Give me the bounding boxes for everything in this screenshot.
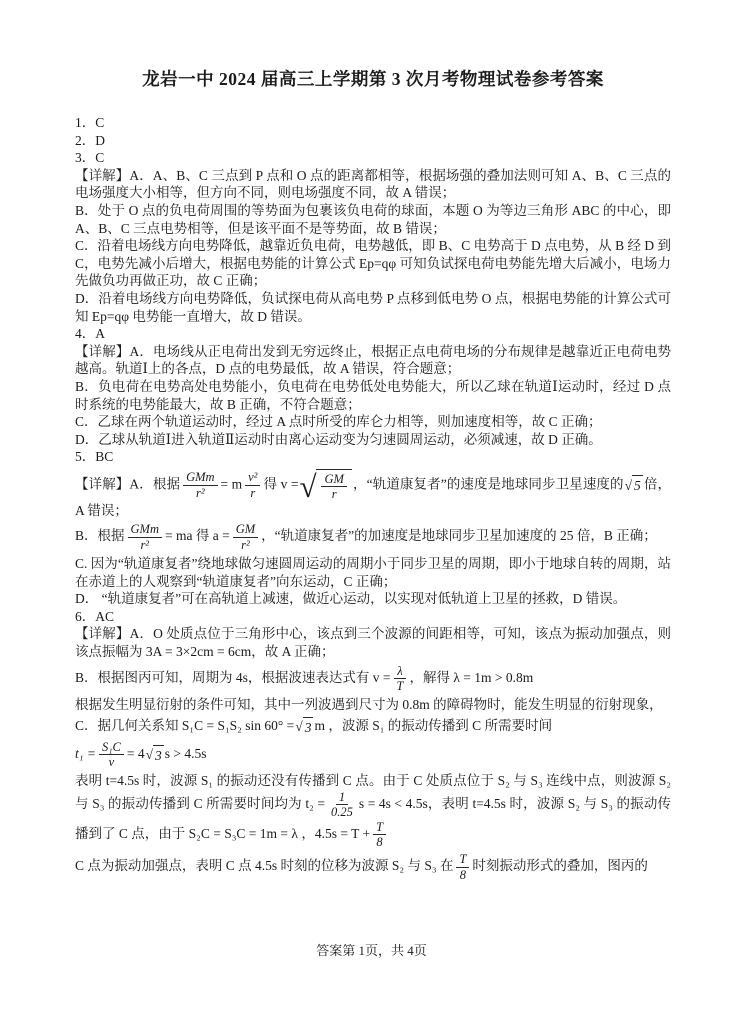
fraction-numerator: GM bbox=[321, 472, 346, 487]
page-title: 龙岩一中 2024 届高三上学期第 3 次月考物理试卷参考答案 bbox=[142, 69, 604, 89]
answer-line-4: 4．A bbox=[75, 326, 105, 342]
text-segment: = m bbox=[220, 476, 243, 492]
radical-sign-icon: √ bbox=[624, 477, 633, 493]
text-segment: B．根据图丙可知，周期为 4s，根据波速表达式有 v = bbox=[75, 669, 391, 685]
fraction-lambda-t bbox=[394, 664, 407, 694]
q3-detail-c: C．沿着电场线方向电势降低，越靠近负电荷，电势越低，即 B、C 电势高于 D 点电势，从 B 经 D 到 C，电势先减小后增大，根据电势能的计算公式 Ep=qφ 可知负试探电荷电势能先增大后减小，电场力先做负功再做正功，故 C 正确； bbox=[75, 238, 671, 289]
radicand: 5 bbox=[632, 475, 643, 495]
fraction-denominator: r bbox=[331, 487, 337, 502]
fraction-gm-r2 bbox=[233, 522, 258, 552]
fraction-v2-r bbox=[245, 470, 260, 500]
fraction-denominator: T bbox=[396, 678, 404, 693]
fraction-denominator: 8 bbox=[376, 835, 383, 850]
fraction-denominator: r bbox=[250, 485, 256, 500]
q4-detail-a: 【详解】A．电场线从正电荷出发到无穷远终止，根据正点电荷电场的分布规律是越靠近正电荷电势越高。轨道Ⅰ上的各点，D 点的电势最低，故 A 错误，符合题意； bbox=[75, 343, 671, 377]
q6-detail-e bbox=[75, 852, 671, 882]
answer-line-3: 3．C bbox=[75, 150, 105, 166]
q3-detail-b: B．处于 O 点的负电荷周围的等势面为包裹该负电荷的球面，本题 O 为等边三角形 ABC 的中心，即 A、B、C 三点电势相等，但是该平面不是等势面，故 B 错误； bbox=[75, 202, 671, 236]
sqrt-radical bbox=[146, 745, 164, 765]
text-segment: = 4 bbox=[126, 745, 145, 761]
sqrt-radical bbox=[299, 469, 352, 502]
q5-detail-c: C. 因为“轨道康复者”绕地球做匀速圆周运动的周期小于同步卫星的周期，即小于地球自转的周期，站在赤道上的人观察到“轨道康复者”向东运动，C 正确； bbox=[75, 555, 671, 589]
radicand: 3 bbox=[153, 745, 164, 765]
q5-detail-a bbox=[75, 469, 671, 519]
fraction-gmm-r2 bbox=[183, 470, 217, 500]
fraction-numerator: λ bbox=[394, 664, 405, 679]
radicand: 3 bbox=[303, 717, 314, 737]
fraction-gm-r bbox=[321, 472, 346, 502]
fraction-numerator: GMm bbox=[128, 522, 162, 537]
page-footer: 答案第 1页，共 4页 bbox=[316, 943, 427, 958]
q4-detail-b: B．负电荷在电势高处电势能小，负电荷在电势低处电势能大，所以乙球在轨道Ⅰ运动时，经过 D 点时系统的电势能最大，故 B 正确，不符合题意； bbox=[75, 378, 671, 412]
text-segment: ，“轨道康复者”的加速度是地球同步卫星加速度的 25 倍，B 正确； bbox=[261, 528, 657, 544]
q6-detail-a: 【详解】A．O 处质点位于三角形中心，该点到三个波源的间距相等，可知，该点为振动加强点，则该点振幅为 3A = 3×2cm = 6cm，故 A 正确； bbox=[75, 626, 671, 659]
text-segment: ，解得 λ = 1m > 0.8m bbox=[409, 669, 534, 685]
fraction-denominator: 8 bbox=[459, 867, 467, 882]
text-segment: C．据几何关系知 S₁C = S₁S₂ sin 60° = bbox=[75, 717, 295, 733]
fraction-denominator: r² bbox=[241, 537, 250, 552]
radicand bbox=[316, 469, 351, 502]
text-segment: s > 4.5s bbox=[164, 745, 207, 761]
answer-line-5: 5．BC bbox=[75, 449, 114, 465]
fraction-numerator: v² bbox=[245, 470, 260, 485]
q6-detail-b2: 根据发生明显衍射的条件可知，其中一列波遇到尺寸为 0.8m 的障碍物时，能发生明显的衍射现象， bbox=[75, 697, 663, 713]
q6-t1-equation bbox=[75, 740, 671, 770]
fraction-numerator: S₁C bbox=[99, 740, 124, 755]
sqrt-radical bbox=[625, 475, 643, 495]
fraction-gmm-r2 bbox=[128, 522, 162, 552]
fraction-numerator: GM bbox=[233, 522, 258, 537]
text-segment: C 点为振动加强点，表明 C 点 4.5s 时刻的位移为波源 S₂ 与 S₃ 在 bbox=[75, 858, 454, 874]
q4-detail-c: C．乙球在两个轨道运动时，经过 A 点时所受的库仑力相等，则加速度相等，故 C 正确； bbox=[75, 414, 602, 430]
text-segment: 时刻振动形式的叠加，图丙的 bbox=[472, 858, 648, 874]
text-segment: ，“轨道康复者”的速度是地球同步卫星速度的 bbox=[352, 476, 624, 492]
radical-sign-icon: √ bbox=[299, 468, 317, 504]
text-segment: = ma 得 a = bbox=[164, 528, 230, 544]
text-segment: 倍，A 错误； bbox=[75, 476, 671, 518]
q3-detail-d: D．沿着电场线方向电势降低，负试探电荷从高电势 P 点移到低电势 O 点，根据电势能的计算公式可知 Ep=qφ 电势能一直增大，故 D 错误。 bbox=[75, 290, 671, 324]
q3-detail-a: 【详解】A．A、B、C 三点到 P 点和 O 点的距离都相等，根据场强的叠加法则可知 A、B、C 三点的电场强度大小相等，但方向不同，则电场强度不同，故 A 错误； bbox=[75, 167, 671, 201]
fraction-numerator: GMm bbox=[183, 470, 217, 485]
fraction-numerator: T bbox=[456, 852, 469, 867]
sqrt-radical bbox=[295, 717, 313, 737]
fraction-t-8 bbox=[456, 852, 469, 882]
q5-detail-d: D． “轨道康复者”可在高轨道上减速，做近心运动，以实现对低轨道上卫星的拯救，D 错误。 bbox=[75, 591, 627, 607]
fraction-s1c-v bbox=[99, 740, 124, 770]
answer-line-2: 2．D bbox=[75, 132, 105, 148]
radical-sign-icon: √ bbox=[295, 719, 303, 735]
fraction-1-025 bbox=[328, 790, 356, 820]
text-segment: 【详解】A．根据 bbox=[75, 476, 181, 492]
fraction-numerator: T bbox=[373, 820, 386, 835]
fraction-denominator: 0.25 bbox=[331, 805, 353, 820]
math-segment: t₁ = bbox=[75, 745, 96, 761]
q4-detail-d: D．乙球从轨道Ⅰ进入轨道Ⅱ运动时由离心运动变为匀速圆周运动，必须减速，故 D 正确。 bbox=[75, 431, 602, 447]
fraction-denominator: v bbox=[108, 754, 115, 769]
fraction-denominator: r² bbox=[195, 485, 205, 500]
fraction-numerator: 1 bbox=[336, 790, 348, 805]
q6-detail-d bbox=[75, 772, 671, 849]
answer-line-1: 1．C bbox=[75, 115, 105, 130]
fraction-t-8 bbox=[373, 820, 386, 850]
q5-detail-b bbox=[75, 522, 671, 552]
text-segment: B．根据 bbox=[75, 528, 125, 544]
q6-detail-c bbox=[75, 717, 671, 737]
answer-line-6: 6．AC bbox=[75, 608, 115, 624]
q6-detail-b bbox=[75, 664, 671, 694]
text-segment: m ，波源 S₁ 的振动传播到 C 所需要时间 bbox=[314, 717, 553, 733]
radical-sign-icon: √ bbox=[145, 746, 154, 762]
text-segment: 表明 t=4.5s 时，波源 S₁ 的振动还没有传播到 C 点。由于 C 处质点位于 S₂ 与 S₃ 连线中点，则波源 S₂ 与 S₃ 的振动传播到 C 所需要时间均为 t₂ = bbox=[75, 773, 671, 811]
fraction-denominator: r² bbox=[140, 537, 150, 552]
text-segment: 得 v = bbox=[263, 476, 299, 492]
text-segment: s = 4s < 4.5s，表明 t=4.5s 时，波源 S₂ 与 S₃ 的振动传播到了 C 点，由于 S₂C = S₃C = 1m = λ ，4.5s = T + bbox=[75, 795, 671, 841]
